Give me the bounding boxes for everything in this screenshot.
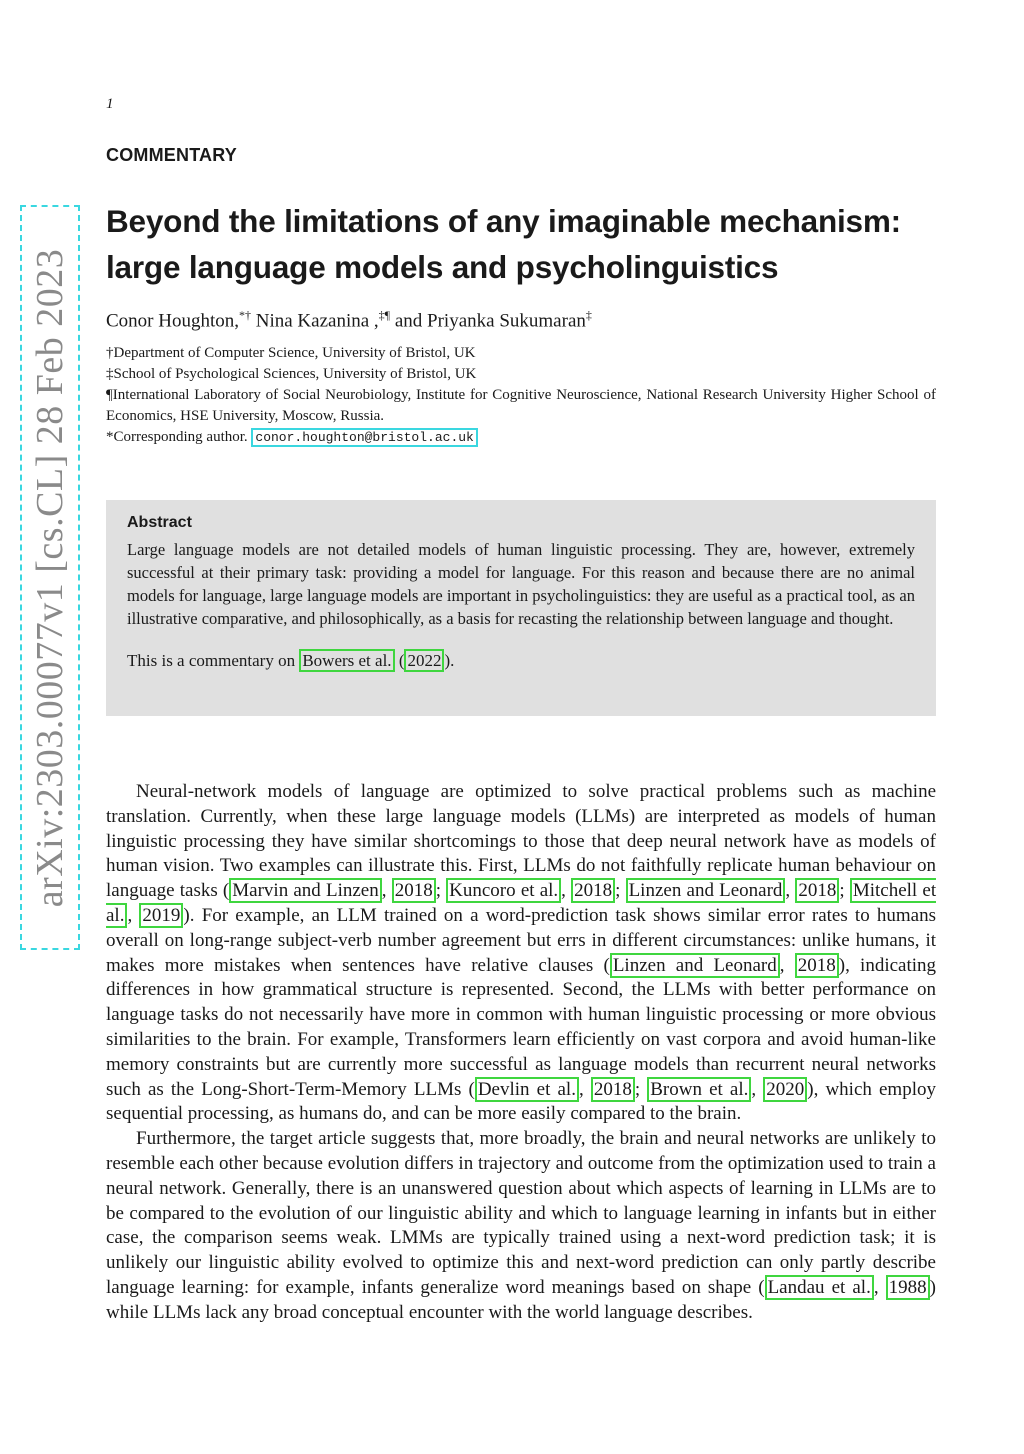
citation-separator: , — [127, 904, 140, 926]
citation-separator: , — [578, 1078, 591, 1100]
citation-separator: ; — [435, 880, 447, 902]
citation-link-mitchell[interactable]: Mitchell et al. — [106, 880, 937, 926]
citation-separator: , — [751, 1078, 764, 1100]
citation-separator: , — [873, 1276, 886, 1298]
author-1: Conor Houghton, — [106, 310, 239, 332]
citation-separator: ; — [634, 1078, 648, 1100]
paragraph-text: Furthermore, the target article suggests that, more broadly, the brain and neural networks are unlikely to resemble each other because evolution differs in trajectory and outcome from the optimization used to train a neural network. Generally, there is an unanswered question about which aspects of learning in LLMs are to be compared to the evolution of our linguistic ability and which to language learning in infants but in either case, the comparison seems weak. LMMs are typically trained using a next-word prediction task; it is unlikely our linguistic ability evolved to optimize this and next-word prediction can only partly describe language learning: for example, infants generalize word meanings based on shape ( — [106, 1128, 936, 1298]
commentary-note-prefix: This is a commentary on — [127, 651, 300, 670]
body-paragraph-1 — [106, 780, 936, 1127]
commentary-note-suffix: ). — [444, 651, 455, 670]
citation-link-brown[interactable]: Brown et al. — [647, 1077, 751, 1102]
citation-separator: , — [785, 880, 796, 902]
affiliation-psych: ‡School of Psychological Sciences, University of Bristol, UK — [106, 366, 477, 382]
citation-link-bowers[interactable]: Bowers et al. — [299, 649, 394, 672]
arxiv-identifier-text: arXiv:2303.00077v1 [cs.CL] 28 Feb 2023 — [29, 248, 71, 907]
paper-title — [106, 198, 956, 290]
title-line-2: large language models and psycholinguistics — [106, 249, 779, 285]
citation-link-devlin[interactable]: Devlin et al. — [475, 1077, 579, 1102]
author-3: and Priyanka Sukumaran — [390, 310, 586, 332]
citation-year-link-devlin[interactable]: 2018 — [591, 1077, 635, 1102]
citation-link-landau[interactable]: Landau et al. — [765, 1275, 874, 1300]
paragraph-text: ), indicating differences in how grammatical structure is represented. Second, the LLMs with better performance on language tasks do not necessarily have more in common with human linguistic processing or more obvious similarities to the brain. For example, Transformers learn efficiently on vast corpora and avoid human-like memory constraints but are currently more successful as language models than recurrent neural networks such as the Long-Short-Term-Memory LLMs ( — [106, 954, 937, 1100]
corresponding-author — [106, 427, 936, 448]
corresponding-label: *Corresponding author. — [106, 429, 252, 445]
citation-link-kuncoro[interactable]: Kuncoro et al. — [446, 878, 561, 903]
citation-year-link-landau[interactable]: 1988 — [886, 1275, 930, 1300]
citation-link-marvin[interactable]: Marvin and Linzen — [229, 878, 381, 903]
body-text — [106, 780, 936, 1326]
page-number: 1 — [106, 96, 114, 112]
paragraph-text: ). For example, an LLM trained on a word-prediction task shows similar error rates to humans overall on long-range subject-verb number agreement but errs in different circumstances: unlike humans, it makes more mistakes when sentences have relative clauses ( — [106, 904, 937, 976]
paragraph-text: Neural-network models of language are optimized to solve practical problems such as machine translation. Currently, when these large language models (LLMs) are interpreted as models of human linguistic processing they have similar shortcomings to those that deep neural network have as models of human vision. Two examples can illustrate this. First, LLMs do not faithfully replicate human behaviour on language tasks ( — [106, 781, 936, 902]
citation-separator: , — [381, 880, 392, 902]
paragraph-text: ), which employ sequential processing, as humans do, and can be more easily compared to the brain. — [106, 1078, 936, 1125]
title-line-1: Beyond the limitations of any imaginable mechanism: — [106, 203, 901, 239]
citation-separator: ; — [839, 880, 850, 902]
citation-separator: ; — [615, 880, 626, 902]
abstract-box — [106, 500, 936, 716]
body-paragraph-2 — [106, 1127, 936, 1325]
author-list — [106, 308, 592, 332]
paragraph-text: ) while LLMs lack any broad conceptual encounter with the world language describes. — [106, 1276, 936, 1323]
citation-year-link-marvin[interactable]: 2018 — [392, 878, 436, 903]
citation-year-link-kuncoro[interactable]: 2018 — [571, 878, 615, 903]
section-label: COMMENTARY — [106, 145, 237, 165]
citation-year-link-linzen[interactable]: 2018 — [795, 878, 839, 903]
author-3-marks: ‡ — [585, 308, 592, 322]
affiliation-cs: †Department of Computer Science, University of Bristol, UK — [106, 345, 476, 361]
commentary-note — [127, 651, 915, 671]
citation-paren: ( — [394, 651, 405, 670]
citation-separator: , — [779, 954, 795, 976]
citation-year-link-mitchell[interactable]: 2019 — [139, 903, 183, 928]
author-1-marks: *† — [239, 308, 251, 322]
affiliations — [106, 343, 936, 448]
citation-year-link-brown[interactable]: 2020 — [763, 1077, 807, 1102]
abstract-heading: Abstract — [127, 514, 192, 531]
author-2: Nina Kazanina , — [251, 310, 379, 332]
affiliation-hse: ¶International Laboratory of Social Neurobiology, Institute for Cognitive Neuroscience, National Research University Higher School of Economics, HSE University, Moscow, Russia. — [106, 387, 936, 424]
citation-link-linzen-2[interactable]: Linzen and Leonard — [610, 953, 780, 978]
citation-link-linzen[interactable]: Linzen and Leonard — [626, 878, 786, 903]
abstract-text: Large language models are not detailed models of human linguistic processing. They are, however, extremely successful at their primary task: providing a model for language. For this reason and because there are no animal models for language, large language models are important in psycholinguistics: they are useful as a practical tool, as an illustrative comparative, and philosophically, as a basis for recasting the relationship between language and thought. — [127, 540, 915, 628]
author-2-marks: ‡¶ — [378, 308, 391, 322]
arxiv-identifier-link[interactable] — [20, 205, 80, 950]
email-link[interactable]: conor.houghton@bristol.ac.uk — [251, 428, 477, 447]
citation-separator: , — [561, 880, 572, 902]
citation-year-link-linzen-2[interactable]: 2018 — [795, 953, 839, 978]
citation-year-link-bowers[interactable]: 2022 — [404, 649, 444, 672]
